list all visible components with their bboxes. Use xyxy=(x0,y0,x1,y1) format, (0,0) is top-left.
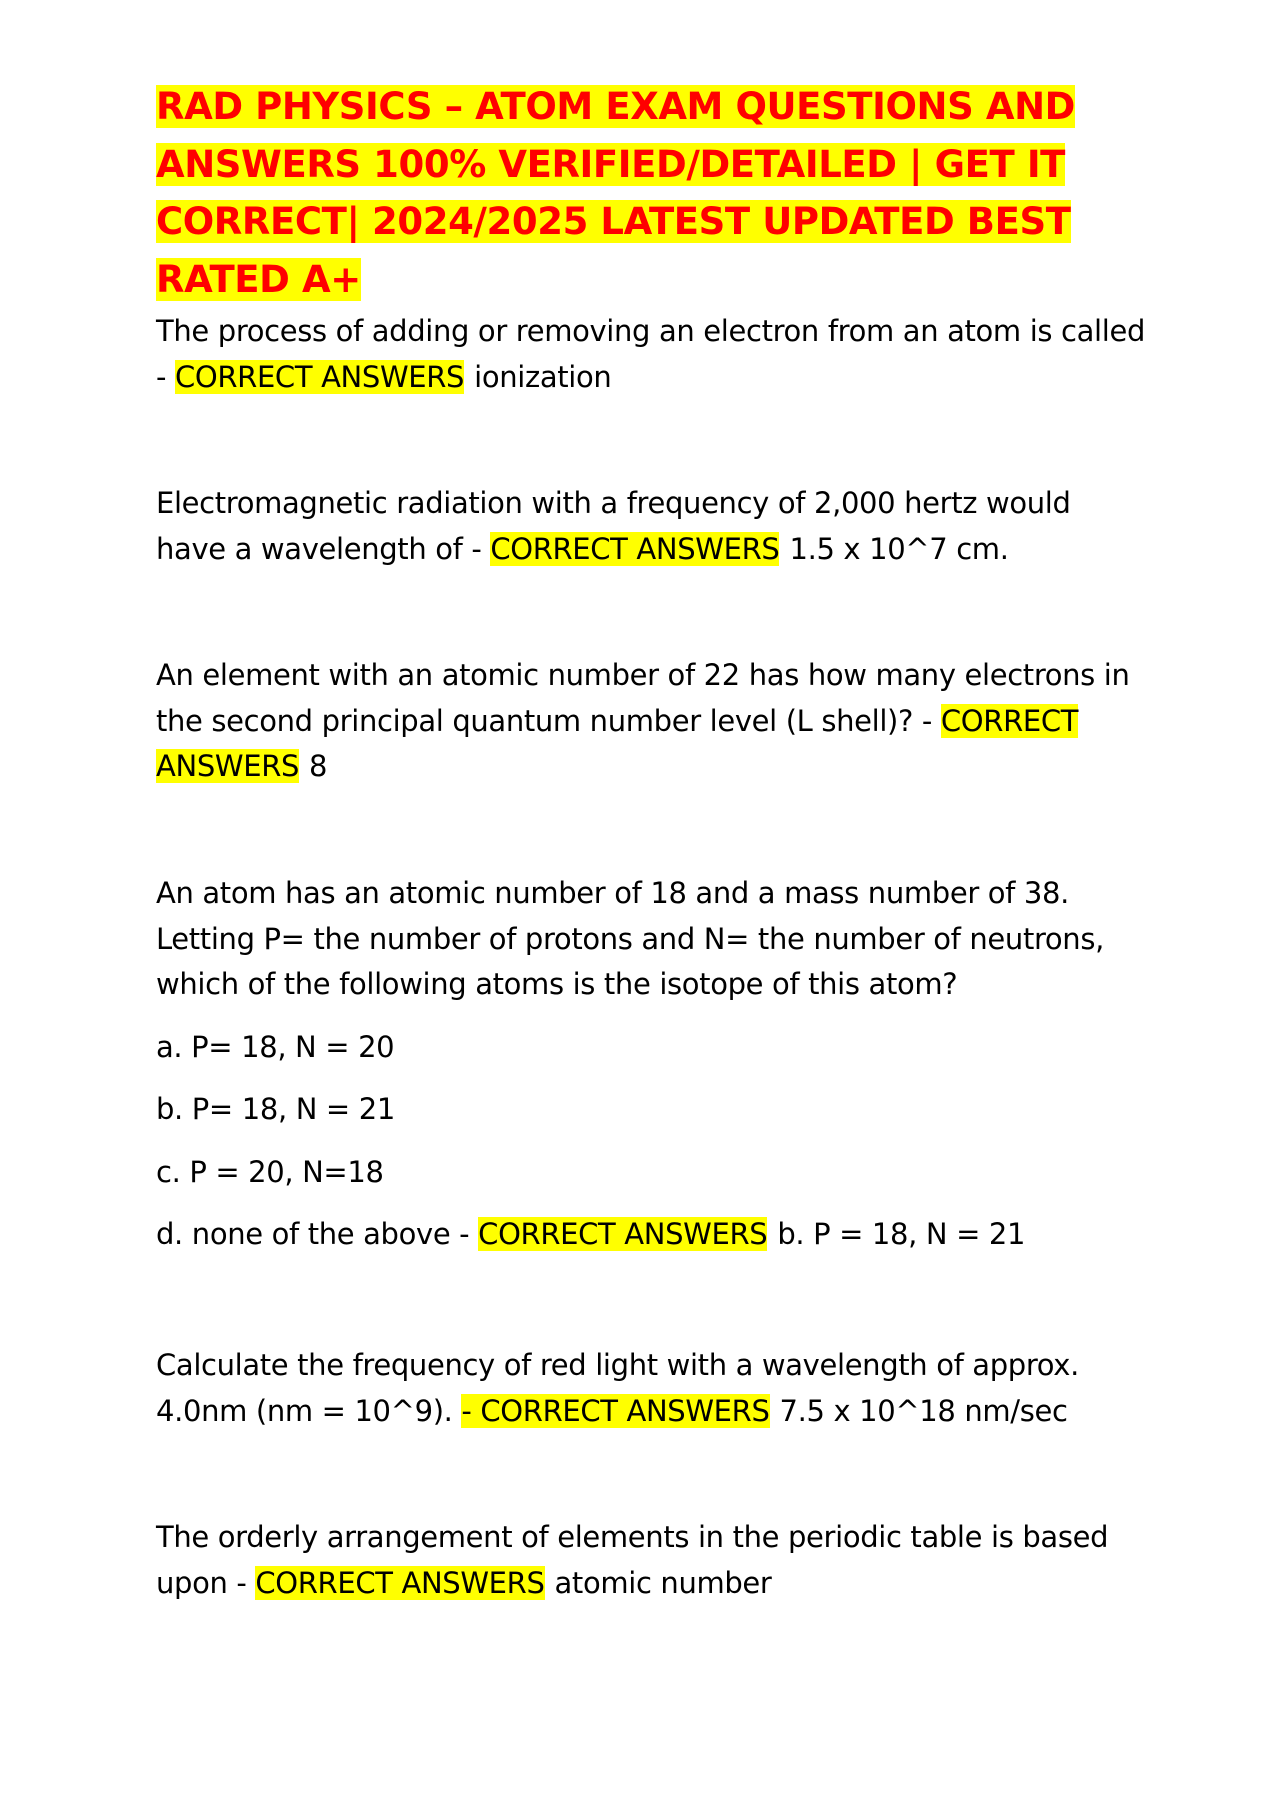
answer-line: upon - CORRECT ANSWERS atomic number xyxy=(156,1565,772,1600)
correct-answers-label: CORRECT xyxy=(940,703,1079,738)
question-text: Letting P= the number of protons and N= the number of neutrons, xyxy=(156,921,1104,956)
title-line: CORRECT| 2024/2025 LATEST UPDATED BEST xyxy=(156,200,1071,243)
option-c: c. P = 20, N=18 xyxy=(156,1154,384,1189)
answer-line: - CORRECT ANSWERS ionization xyxy=(156,359,612,394)
answer-line: have a wavelength of - CORRECT ANSWERS 1.5 x 10^7 cm. xyxy=(156,531,1009,566)
answer-text: ionization xyxy=(474,359,612,394)
document-title xyxy=(156,78,1076,308)
question-block-1 xyxy=(156,309,1146,400)
title-line: ANSWERS 100% VERIFIED/DETAILED | GET IT xyxy=(156,142,1066,186)
question-block-4 xyxy=(156,871,1146,1258)
correct-answers-label: ANSWERS xyxy=(156,749,300,783)
answer-text: atomic number xyxy=(554,1565,772,1600)
question-text: The orderly arrangement of elements in the periodic table is based xyxy=(156,1520,1109,1554)
question-text: An element with an atomic number of 22 has how many electrons in xyxy=(156,658,1130,692)
title-line: RATED A+ xyxy=(156,257,361,301)
answer-text: 8 xyxy=(309,749,328,783)
question-text: The process of adding or removing an electron from an atom is called xyxy=(156,314,1146,348)
answer-text: 7.5 x 10^18 nm/sec xyxy=(779,1393,1068,1428)
question-text: Calculate the frequency of red light with a wavelength of approx. xyxy=(156,1348,1079,1382)
question-block-3 xyxy=(156,653,1146,790)
option-a: a. P= 18, N = 20 xyxy=(156,1029,395,1064)
answer-text: 1.5 x 10^7 cm. xyxy=(789,531,1009,566)
question-block-2 xyxy=(156,481,1146,572)
correct-answers-label: - CORRECT ANSWERS xyxy=(461,1393,770,1428)
question-text: Electromagnetic radiation with a frequency of 2,000 hertz would xyxy=(156,486,1071,520)
answer-line: 4.0nm (nm = 10^9). - CORRECT ANSWERS 7.5 x 10^18 nm/sec xyxy=(156,1393,1068,1428)
correct-answers-label: CORRECT ANSWERS xyxy=(490,531,780,566)
question-text: the second principal quantum number level (L shell)? - CORRECT xyxy=(156,703,1079,738)
answer-line xyxy=(156,744,1146,790)
question-text: which of the following atoms is the isotope of this atom? xyxy=(156,967,958,1001)
answer-line: d. none of the above - CORRECT ANSWERS b. P = 18, N = 21 xyxy=(156,1217,1026,1251)
title-line: RAD PHYSICS – ATOM EXAM QUESTIONS AND xyxy=(156,85,1075,128)
question-block-6 xyxy=(156,1515,1146,1606)
correct-answers-label: CORRECT ANSWERS xyxy=(174,359,465,394)
question-block-5 xyxy=(156,1343,1146,1434)
question-text: An atom has an atomic number of 18 and a mass number of 38. xyxy=(156,876,1069,910)
answer-text: b. P = 18, N = 21 xyxy=(777,1217,1026,1251)
option-b: b. P= 18, N = 21 xyxy=(156,1092,395,1126)
correct-answers-label: CORRECT ANSWERS xyxy=(255,1565,545,1600)
correct-answers-label: CORRECT ANSWERS xyxy=(478,1217,768,1251)
